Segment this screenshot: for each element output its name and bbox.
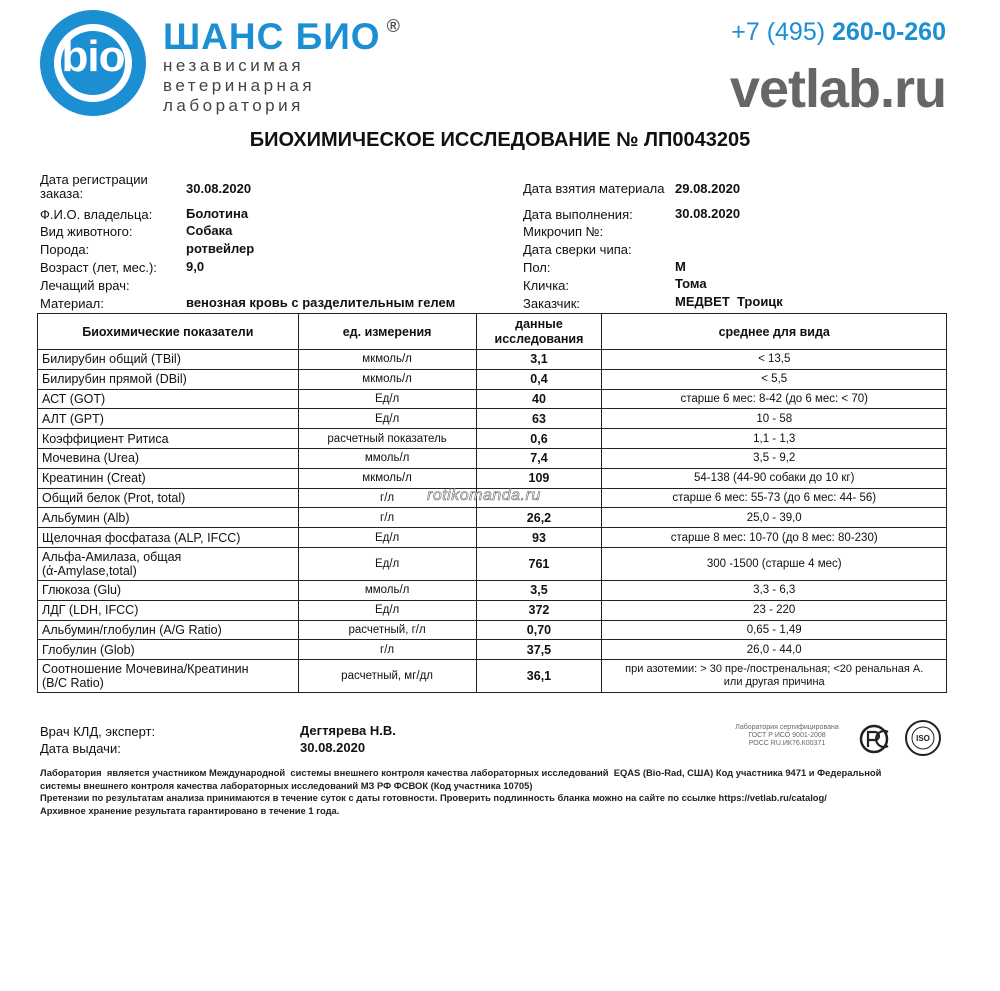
row-value: 26,2 — [476, 508, 602, 528]
rst-certification-icon — [858, 723, 898, 755]
row-norm: старше 6 мес: 8-42 (до 6 мес: < 70) — [602, 389, 947, 409]
row-unit: мкмоль/л — [298, 350, 476, 370]
age-label: Возраст (лет, мес.): — [40, 260, 157, 275]
disclaimer-line-4: Архивное хранение результата гарантировано в течение 1 года. — [40, 804, 340, 816]
row-norm: 300 -1500 (старше 4 мес) — [602, 547, 947, 580]
watermark: rotikomanda.ru — [427, 487, 541, 504]
table-row — [38, 389, 947, 409]
row-unit: расчетный показатель — [298, 429, 476, 449]
material-value: венозная кровь с разделительным гелем — [186, 295, 456, 310]
species-value: Собака — [186, 223, 233, 238]
table-header-row — [38, 314, 947, 350]
col-header-name: Биохимические показатели — [38, 314, 299, 350]
row-name: Альбумин/глобулин (A/G Ratio) — [38, 620, 299, 640]
breed-label: Порода: — [40, 242, 90, 257]
row-unit: мкмоль/л — [298, 369, 476, 389]
table-row — [38, 350, 947, 370]
reg-date-label — [40, 173, 148, 201]
row-value: 36,1 — [476, 660, 602, 693]
svg-text:ISO: ISO — [916, 734, 930, 743]
row-norm: 23 - 220 — [602, 600, 947, 620]
row-norm — [602, 660, 947, 693]
nickname-label: Кличка: — [523, 278, 570, 293]
material-label: Материал: — [40, 296, 104, 311]
row-name: Коэффициент Ритиса — [38, 429, 299, 449]
table-row — [38, 409, 947, 429]
expert-value: Дегтярева Н.В. — [300, 723, 396, 738]
phone-number — [731, 18, 946, 47]
iso-certification-icon — [904, 719, 942, 757]
table-row — [38, 528, 947, 548]
col-header-norm: среднее для вида — [602, 314, 947, 350]
row-name-line1: Соотношение Мочевина/Креатинин — [42, 662, 249, 677]
row-name: Общий белок (Prot, total) — [38, 488, 299, 508]
cert-line-2: ГОСТ Р ИСО 9001-2008 — [748, 732, 826, 739]
row-value: 3,5 — [476, 580, 602, 600]
bio-logo — [40, 10, 146, 116]
brand-subtitle-3: лаборатория — [163, 96, 304, 115]
table-row — [38, 620, 947, 640]
row-name: АСТ (GOT) — [38, 389, 299, 409]
row-norm: 10 - 58 — [602, 409, 947, 429]
row-norm: 25,0 - 39,0 — [602, 508, 947, 528]
row-unit: Ед/л — [298, 389, 476, 409]
row-name: Мочевина (Urea) — [38, 448, 299, 468]
row-value: 7,4 — [476, 448, 602, 468]
breed-value: ротвейлер — [186, 241, 255, 256]
row-value: 109 — [476, 468, 602, 488]
disclaimer-line-1: Лаборатория является участником Международной системы внешнего контроля качества лабораторных исследований EQAS (Bio-Rad, США) Код участника 9471 и Федеральной — [40, 767, 882, 778]
table-row — [38, 369, 947, 389]
row-norm: 3,3 - 6,3 — [602, 580, 947, 600]
row-name: Креатинин (Creat) — [38, 468, 299, 488]
row-unit: Ед/л — [298, 600, 476, 620]
row-name: Щелочная фосфатаза (ALP, IFCC) — [38, 528, 299, 548]
row-value: 63 — [476, 409, 602, 429]
sex-label: Пол: — [523, 260, 551, 275]
disclaimer-line-2: системы внешнего контроля качества лабораторных исследований МЗ РФ ФСВОК (Код участника 10705) — [40, 779, 533, 791]
issue-date-value: 30.08.2020 — [300, 740, 366, 755]
row-unit: расчетный, мг/дл — [298, 660, 476, 693]
sample-date-label: Дата взятия материала — [523, 181, 665, 196]
nickname-value: Тома — [675, 276, 707, 291]
row-name: АЛТ (GPT) — [38, 409, 299, 429]
row-name: ЛДГ (LDH, IFCC) — [38, 600, 299, 620]
reg-date-label-line2: заказа: — [40, 186, 84, 201]
col-header-value — [476, 314, 602, 350]
row-norm: старше 6 мес: 55-73 (до 6 мес: 44- 56) — [602, 488, 947, 508]
row-value: 93 — [476, 528, 602, 548]
sample-date-value: 29.08.2020 — [675, 181, 741, 196]
row-name: Билирубин прямой (DBil) — [38, 369, 299, 389]
row-norm-line1: при азотемии: > 30 пре-/постренальная; <20 ренальная А. — [625, 663, 924, 676]
phone-main: 260-0-260 — [832, 18, 946, 46]
row-name — [38, 547, 299, 580]
reg-date-label-line1: Дата регистрации — [40, 172, 148, 187]
owner-value: Болотина — [186, 206, 249, 221]
cert-line-3: РОСС RU.ИК76.К00371 — [748, 740, 826, 747]
chip-check-label: Дата сверки чипа: — [523, 242, 632, 257]
disclaimer-line-3: Претензии по результатам анализа принимаются в течение суток с даты готовности. Проверить подлинность бланка можно на сайте по ссылке https://vetlab.ru/catalog/ — [40, 792, 827, 803]
row-value: 0,6 — [476, 429, 602, 449]
row-unit: г/л — [298, 488, 476, 508]
row-norm: 3,5 - 9,2 — [602, 448, 947, 468]
row-name-line2: (B/C Ratio) — [42, 676, 104, 691]
cert-line-1: Лаборатория сертифицирована — [735, 724, 839, 731]
row-norm: 1,1 - 1,3 — [602, 429, 947, 449]
issue-date-label: Дата выдачи: — [40, 741, 121, 756]
table-row — [38, 660, 947, 693]
row-value: 37,5 — [476, 640, 602, 660]
row-value: 372 — [476, 600, 602, 620]
row-name: Глобулин (Glob) — [38, 640, 299, 660]
row-name: Билирубин общий (TBil) — [38, 350, 299, 370]
row-value: 40 — [476, 389, 602, 409]
row-name — [38, 660, 299, 693]
doctor-label: Лечащий врач: — [40, 278, 130, 293]
col-header-value-line1: данные — [515, 316, 563, 331]
row-unit: г/л — [298, 640, 476, 660]
header — [36, 8, 946, 120]
row-name-line2: (ά-Amylase,total) — [42, 563, 137, 578]
reg-date-value: 30.08.2020 — [186, 181, 252, 196]
table-row — [38, 429, 947, 449]
species-label: Вид животного: — [40, 224, 133, 239]
brand-subtitle-2: ветеринарная — [163, 76, 316, 95]
row-unit: расчетный, г/л — [298, 620, 476, 640]
customer-label: Заказчик: — [523, 296, 581, 311]
row-value: 0,70 — [476, 620, 602, 640]
logo-text: bio — [61, 32, 125, 81]
table-row — [38, 547, 947, 580]
done-date-label: Дата выполнения: — [523, 207, 633, 222]
document-title: БИОХИМИЧЕСКОЕ ИССЛЕДОВАНИЕ № ЛП0043205 — [249, 129, 751, 151]
certification-text — [712, 724, 862, 748]
row-norm: < 13,5 — [602, 350, 947, 370]
table-row — [38, 508, 947, 528]
table-row — [38, 468, 947, 488]
row-value: 3,1 — [476, 350, 602, 370]
row-unit: ммоль/л — [298, 580, 476, 600]
row-norm: < 5,5 — [602, 369, 947, 389]
table-row — [38, 640, 947, 660]
row-value: 0,4 — [476, 369, 602, 389]
row-norm: старше 8 мес: 10-70 (до 8 мес: 80-230) — [602, 528, 947, 548]
col-header-value-line2: исследования — [494, 331, 584, 346]
brand-name — [163, 16, 401, 58]
chip-label: Микрочип №: — [523, 224, 604, 239]
owner-label: Ф.И.О. владельца: — [40, 207, 153, 222]
registered-mark: ® — [386, 16, 401, 36]
row-name: Альбумин (Alb) — [38, 508, 299, 528]
row-name: Глюкоза (Glu) — [38, 580, 299, 600]
brand-name-text: ШАНС БИО — [163, 16, 381, 57]
customer-value: МЕДВЕТ Троицк — [675, 294, 783, 309]
disclaimer — [40, 767, 945, 817]
table-row — [38, 448, 947, 468]
row-norm: 0,65 - 1,49 — [602, 620, 947, 640]
phone-prefix: +7 (495) — [731, 18, 826, 46]
website-logo: vetlab.ru — [729, 59, 946, 119]
row-unit: Ед/л — [298, 528, 476, 548]
row-unit: Ед/л — [298, 547, 476, 580]
row-norm: 26,0 - 44,0 — [602, 640, 947, 660]
row-value: 761 — [476, 547, 602, 580]
done-date-value: 30.08.2020 — [675, 206, 741, 221]
row-name-line1: Альфа-Амилаза, общая — [42, 549, 182, 564]
row-norm: 54-138 (44-90 собаки до 10 кг) — [602, 468, 947, 488]
col-header-unit: ед. измерения — [298, 314, 476, 350]
table-row — [38, 580, 947, 600]
expert-label: Врач КЛД, эксперт: — [40, 724, 156, 739]
table-row — [38, 600, 947, 620]
sex-value: М — [675, 259, 686, 274]
age-value: 9,0 — [186, 259, 205, 274]
row-norm-line2: или другая причина — [723, 676, 825, 689]
row-unit: г/л — [298, 508, 476, 528]
row-unit: Ед/л — [298, 409, 476, 429]
row-unit: ммоль/л — [298, 448, 476, 468]
row-unit: мкмоль/л — [298, 468, 476, 488]
brand-subtitle-1: независимая — [163, 56, 305, 75]
